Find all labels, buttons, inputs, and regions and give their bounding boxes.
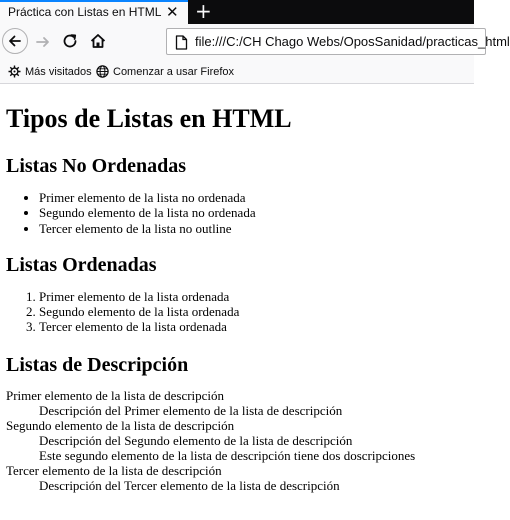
forward-arrow-icon[interactable]: [34, 33, 52, 56]
description-term: Segundo elemento de la lista de descripción: [6, 417, 235, 433]
back-arrow-icon[interactable]: [2, 28, 28, 54]
reload-icon[interactable]: [61, 32, 79, 55]
bookmark-most-visited-label: Más visitados: [25, 65, 92, 78]
description-detail: Este segundo elemento de la lista de descripción tiene dos doscripciones: [39, 448, 416, 464]
bookmark-getting-started-label: Comenzar a usar Firefox: [113, 65, 235, 78]
tab-close-icon[interactable]: ✕: [166, 4, 179, 21]
ordered-list-heading: Listas Ordenadas: [6, 253, 157, 276]
bookmarks-toolbar: [0, 60, 474, 84]
page-content: [0, 84, 474, 493]
ordered-list: [6, 289, 474, 335]
bookmark-getting-started[interactable]: [96, 65, 234, 78]
new-tab-button[interactable]: +: [195, 0, 212, 23]
list-item: 3. Tercer elemento de la lista ordenada: [39, 319, 474, 334]
list-item: • Segundo elemento de la lista no ordenada: [39, 205, 474, 220]
nav-bar: [0, 24, 510, 60]
active-tab[interactable]: [0, 0, 188, 24]
list-item: • Primer elemento de la lista no ordenada: [39, 190, 474, 205]
unordered-list: [6, 190, 474, 236]
list-item: 2. Segundo elemento de la lista ordenada: [39, 304, 474, 319]
tab-bar: [0, 0, 474, 24]
url-bar[interactable]: [166, 28, 510, 55]
description-detail: Descripción del Primer elemento de la lista de descripción: [39, 402, 343, 418]
tab-title: Práctica con Listas en HTML: [8, 5, 162, 19]
gear-icon: [8, 65, 21, 78]
description-list: [6, 388, 474, 494]
page-title: Tipos de Listas en HTML: [6, 104, 292, 133]
page-icon: [175, 35, 188, 55]
description-list-heading: Listas de Descripción: [6, 353, 189, 376]
description-detail: Descripción del Tercer elemento de la lista de descripción: [39, 478, 340, 494]
list-item: • Tercer elemento de la lista no outline: [39, 221, 474, 236]
globe-icon: [96, 65, 109, 78]
url-text: file:///C:/CH Chago Webs/OposSanidad/practicas_html: [195, 34, 510, 49]
list-item: 1. Primer elemento de la lista ordenada: [39, 289, 474, 304]
description-term: Primer elemento de la lista de descripción: [6, 387, 225, 403]
bookmark-most-visited[interactable]: [8, 65, 92, 78]
home-icon[interactable]: [89, 32, 107, 55]
unordered-list-heading: Listas No Ordenadas: [6, 155, 187, 177]
description-term: Tercer elemento de la lista de descripción: [6, 463, 222, 479]
description-detail: Descripción del Segundo elemento de la lista de descripción: [39, 433, 353, 449]
